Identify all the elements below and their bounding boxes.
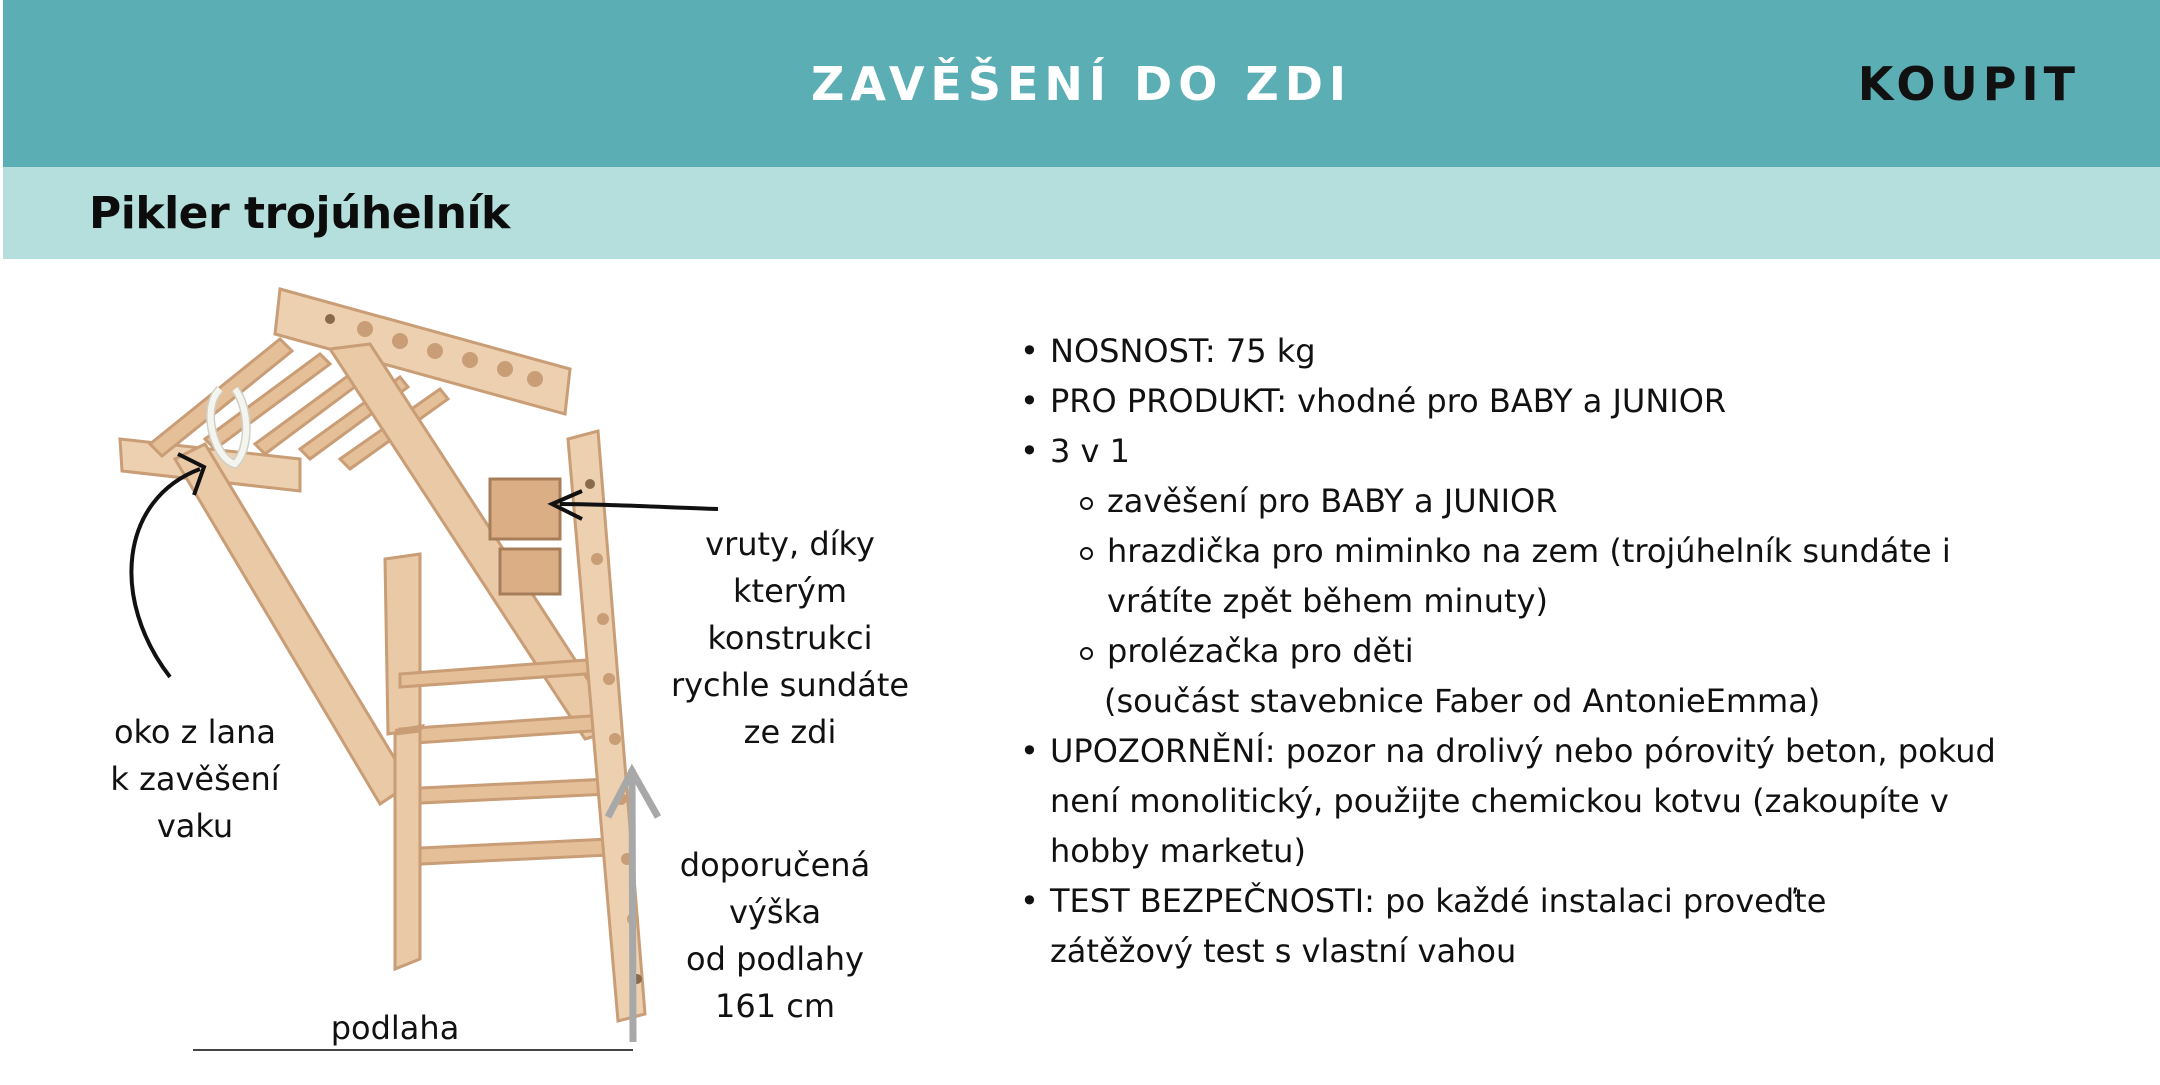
buy-button[interactable]: KOUPIT — [1857, 56, 2080, 111]
floor-label: podlaha — [330, 1009, 460, 1047]
feature-subitem-continued: (součást stavebnice Faber od AntonieEmma) — [1104, 682, 1821, 720]
height-label: doporučená výška od podlahy 161 cm — [679, 846, 871, 1025]
feature-item: • PRO PRODUKT: vhodné pro BABY a JUNIOR — [1020, 376, 2140, 426]
feature-subitem-continued: vrátíte zpět během minuty) — [1107, 582, 1548, 620]
screws-label: vruty, díky kterým konstrukci rychle sundáte ze zdi — [670, 525, 910, 751]
page-title: ZAVĚŠENÍ DO ZDI — [811, 56, 1352, 111]
wall-brackets — [490, 479, 560, 594]
product-illustration — [0, 259, 1000, 1080]
product-title: Pikler trojúhelník — [89, 187, 510, 239]
feature-item: • TEST BEZPEČNOSTI: po každé instalaci proveďte — [1020, 876, 2140, 926]
feature-subitem: prolézačka pro děti — [1020, 626, 2140, 676]
feature-list — [1020, 326, 2140, 976]
header-bar — [3, 0, 2160, 167]
feature-item: • 3 v 1 — [1020, 426, 2140, 476]
feature-item-continued: není monolitický, použijte chemickou kotvu (zakoupíte v — [1050, 782, 1949, 820]
subheader-bar — [3, 167, 2160, 259]
feature-item: • UPOZORNĚNÍ: pozor na drolivý nebo pórovitý beton, pokud — [1020, 726, 2140, 776]
feature-item: • NOSNOST: 75 kg — [1020, 326, 2140, 376]
screws-arrow — [552, 491, 718, 519]
feature-item-continued: hobby marketu) — [1050, 832, 1306, 870]
rope-label: oko z lana k zavěšení vaku — [110, 713, 280, 845]
feature-subitem: zavěšení pro BABY a JUNIOR — [1020, 476, 2140, 526]
feature-subitem: hrazdička pro miminko na zem (trojúhelník sundáte i — [1020, 526, 2140, 576]
feature-item-continued: zátěžový test s vlastní vahou — [1050, 932, 1517, 970]
